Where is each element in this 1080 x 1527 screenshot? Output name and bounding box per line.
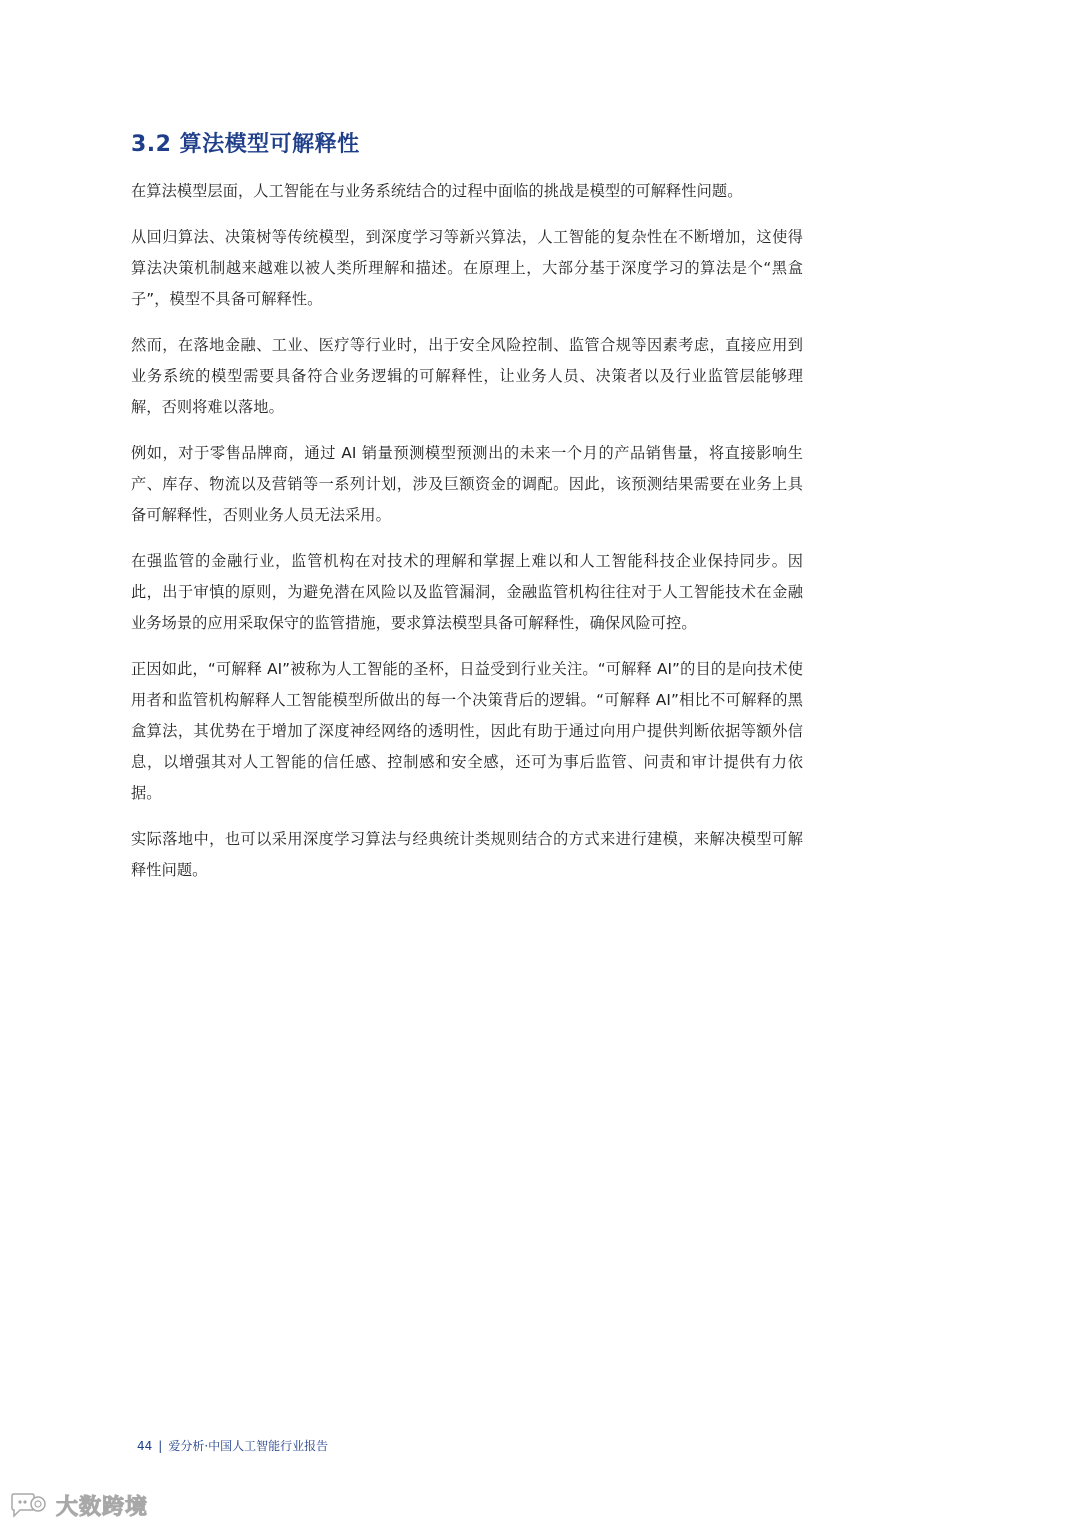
page-footer bbox=[137, 1437, 328, 1455]
paragraph: 例如，对于零售品牌商，通过 AI 销量预测模型预测出的未来一个月的产品销售量，将直接影响生产、库存、物流以及营销等一系列计划，涉及巨额资金的调配。因此，该预测结果需要在业务上具备可解释性，否则业务人员无法采用。 bbox=[131, 444, 803, 524]
paragraph: 正因如此，“可解释 AI”被称为人工智能的圣杯，日益受到行业关注。“可解释 AI”的目的是向技术使用者和监管机构解释人工智能模型所做出的每一个决策背后的逻辑。“可解释 AI”相比不可解释的黑盒算法，其优势在于增加了深度神经网络的透明性，因此有助于通过向用户提供判断依据等额外信息，以增强其对人工智能的信任感、控制感和安全感，还可为事后监管、问责和审计提供有力依据。 bbox=[131, 660, 803, 802]
section-title: 3.2 算法模型可解释性 bbox=[131, 132, 360, 157]
report-title: 爱分析·中国人工智能行业报告 bbox=[168, 1439, 329, 1453]
footer-separator: | bbox=[158, 1439, 163, 1453]
chat-bubble-logo-icon bbox=[8, 1492, 50, 1520]
paragraph: 在算法模型层面，人工智能在与业务系统结合的过程中面临的挑战是模型的可解释性问题。 bbox=[131, 182, 743, 200]
paragraph: 从回归算法、决策树等传统模型，到深度学习等新兴算法，人工智能的复杂性在不断增加，这使得算法决策机制越来越难以被人类所理解和描述。在原理上，大部分基于深度学习的算法是个“黑盒子”，模型不具备可解释性。 bbox=[131, 228, 803, 308]
paragraph: 实际落地中，也可以采用深度学习算法与经典统计类规则结合的方式来进行建模，来解决模型可解释性问题。 bbox=[131, 830, 803, 879]
paragraph: 在强监管的金融行业，监管机构在对技术的理解和掌握上难以和人工智能科技企业保持同步。因此，出于审慎的原则，为避免潜在风险以及监管漏洞，金融监管机构往往对于人工智能技术在金融业务场景的应用采取保守的监管措施，要求算法模型具备可解释性，确保风险可控。 bbox=[131, 552, 803, 632]
page-number: 44 bbox=[137, 1439, 153, 1453]
watermark bbox=[8, 1490, 148, 1521]
paragraph: 然而，在落地金融、工业、医疗等行业时，出于安全风险控制、监管合规等因素考虑，直接应用到业务系统的模型需要具备符合业务逻辑的可解释性，让业务人员、决策者以及行业监管层能够理解，否则将难以落地。 bbox=[131, 336, 803, 416]
watermark-text: 大数跨境 bbox=[56, 1495, 149, 1520]
main-content bbox=[131, 128, 803, 901]
